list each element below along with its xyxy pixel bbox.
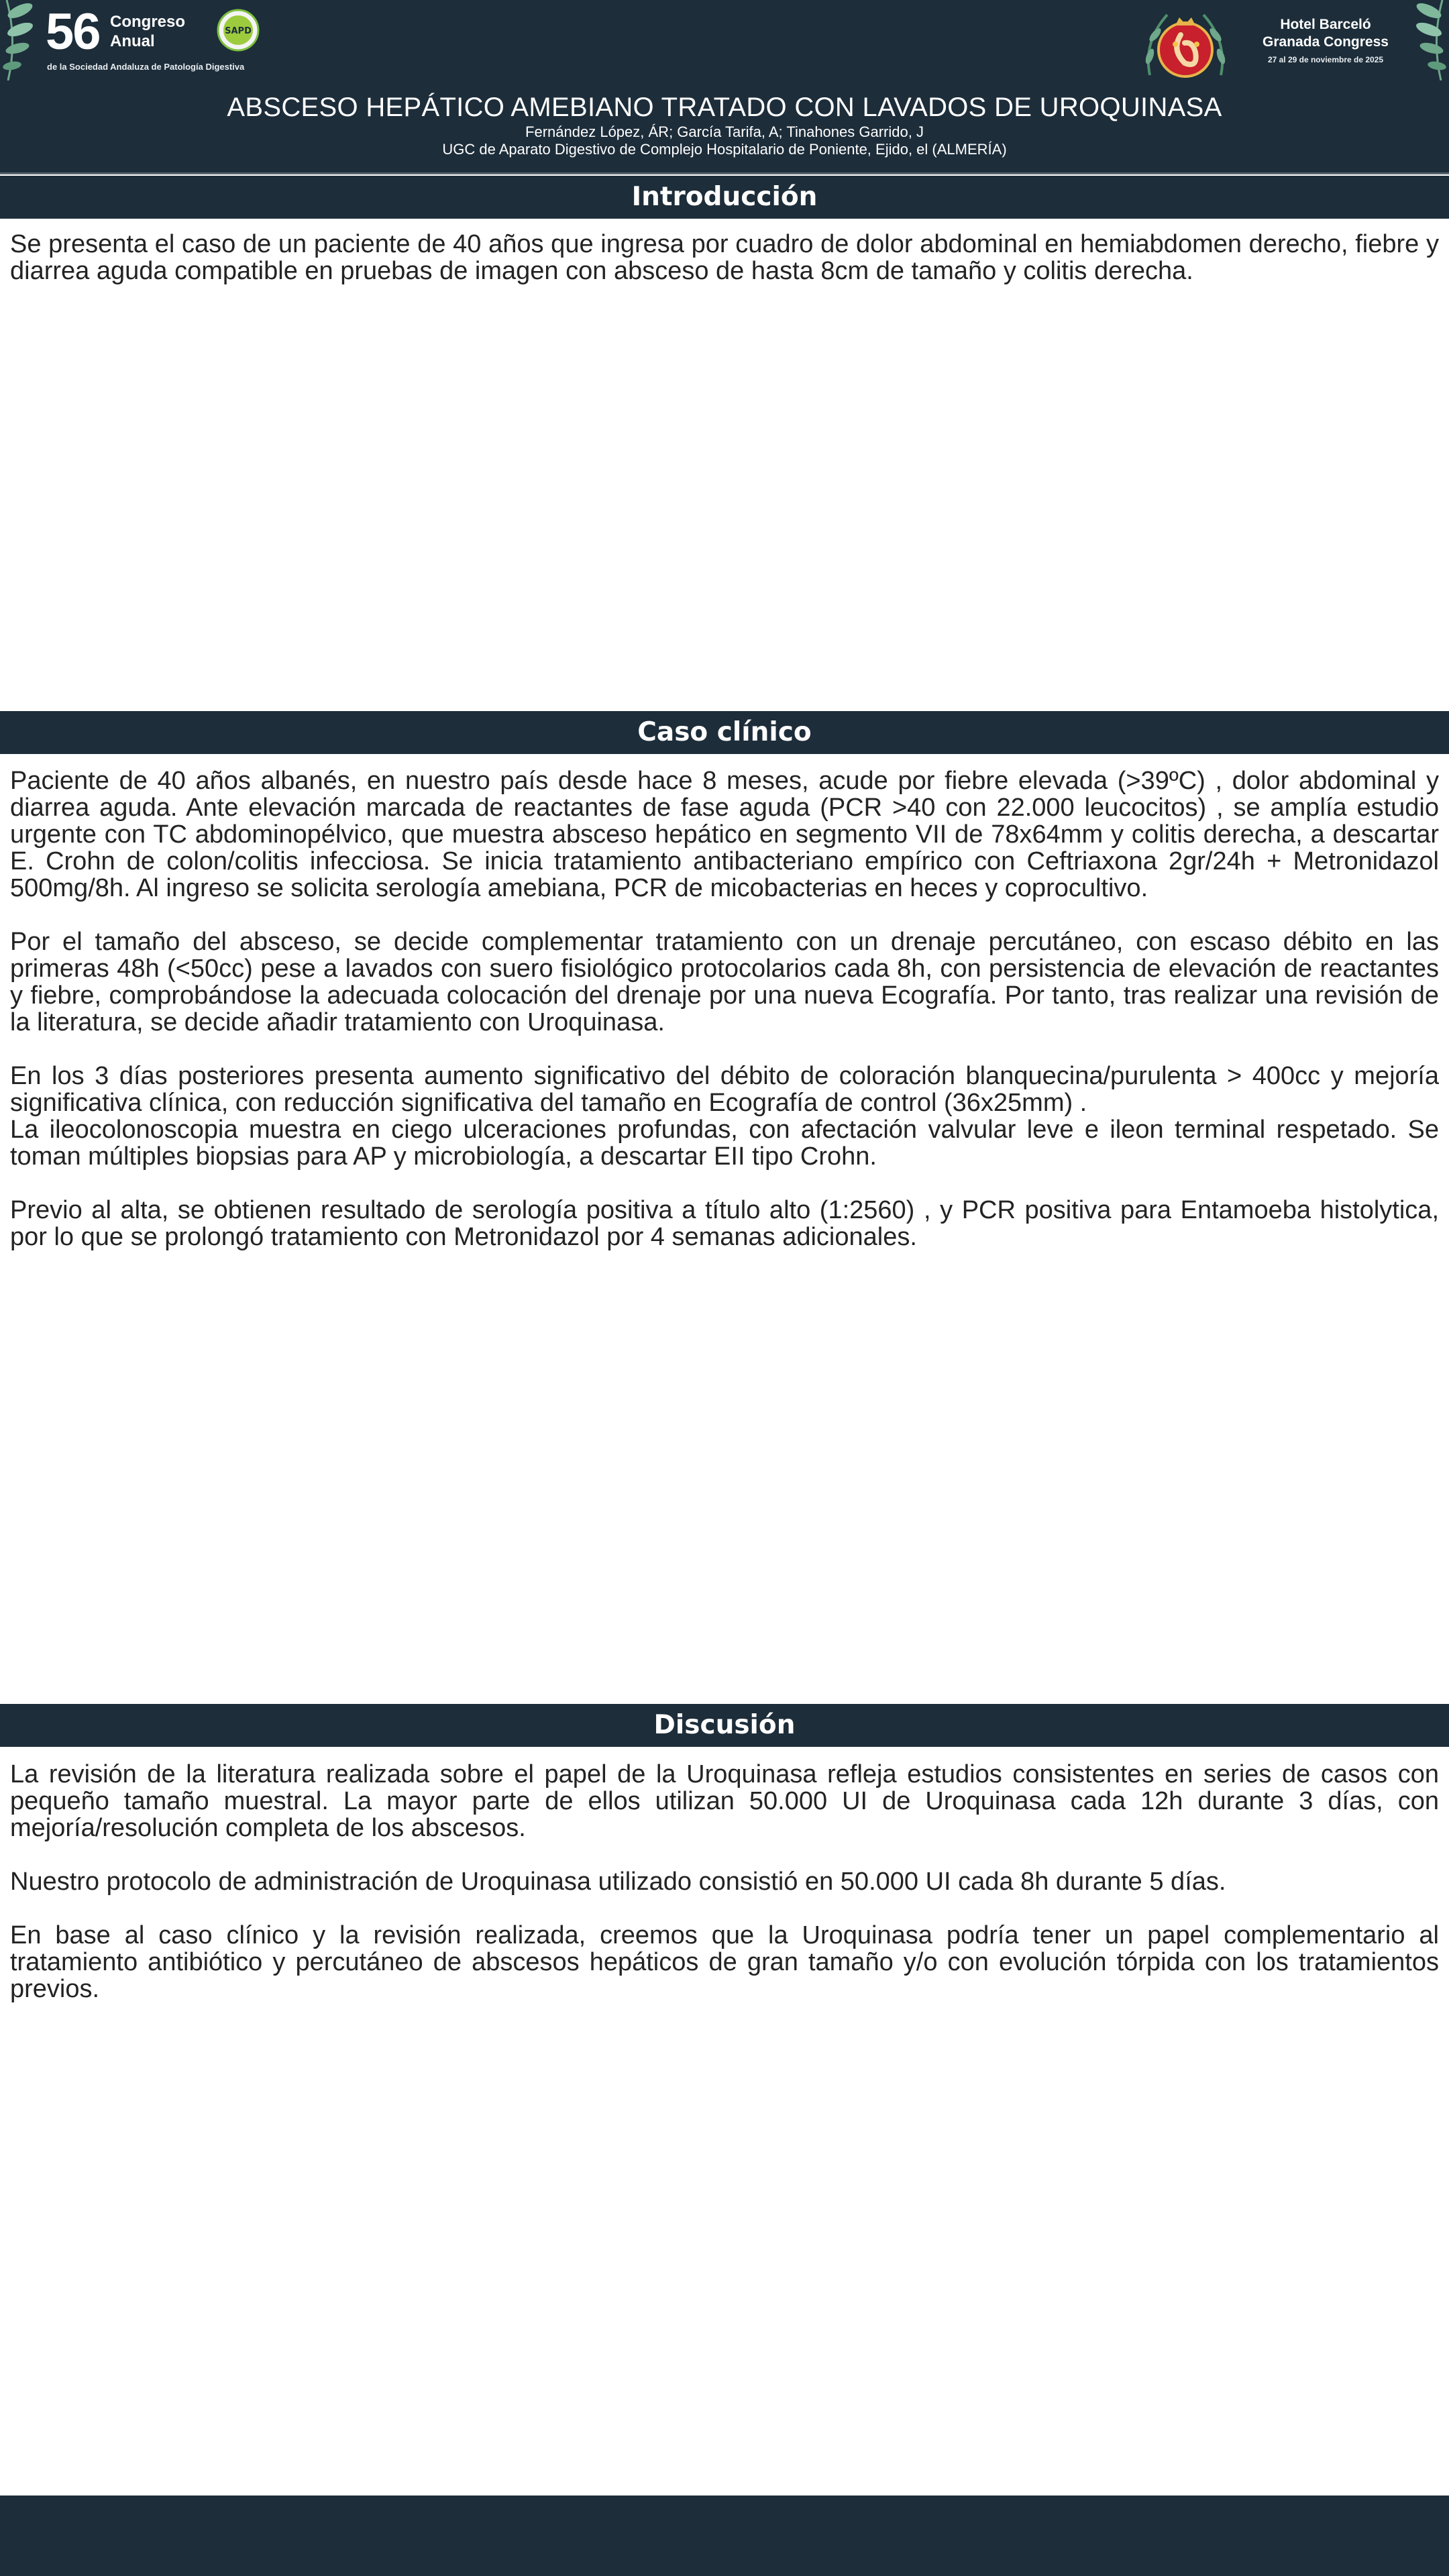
paragraph: Por el tamaño del absceso, se decide complementar tratamiento con un drenaje percutáneo, con escaso débito en las primeras 48h (<50cc) pese a lavados con suero fisiológico protocolarios cada 8h, con persistencia de elevación de reactantes y fiebre, comprobándose la adecuada colocación del drenaje por una nueva Ecografía. Por tanto, tras realizar una revisión de la literatura, se decide añadir tratamiento con Uroquinasa. (10, 928, 1439, 1036)
congress-label: Congreso Anual (110, 13, 186, 50)
poster-title: ABSCESO HEPÁTICO AMEBIANO TRATADO CON LAVADOS DE UROQUINASA (227, 93, 1222, 122)
affiliation: UGC de Aparato Digestivo de Complejo Hospitalario de Poniente, Ejido, el (ALMERÍA) (442, 141, 1007, 158)
laurel-left-icon (0, 0, 40, 80)
sapd-logo-text: SAPD (225, 26, 252, 36)
authors: Fernández López, ÁR; García Tarifa, A; Tinahones Garrido, J (525, 123, 924, 140)
paragraph: Previo al alta, se obtienen resultado de serología positiva a título alto (1:2560) , y PCR positiva para Entamoeba histolytica, por lo que se prolongó tratamiento con Metronidazol por 4 semanas adicionales. (10, 1196, 1439, 1251)
congress-number: 56 (46, 3, 100, 60)
section-heading-discusion: Discusión (0, 1704, 1449, 1747)
section-body-discusion (10, 1761, 1439, 2029)
venue-block (1241, 16, 1410, 64)
section-body-caso-clinico (10, 767, 1439, 1277)
granada-emblem-icon (1140, 1, 1230, 85)
paragraph: Nuestro protocolo de administración de Uroquinasa utilizado consistió en 50.000 UI cada 8h durante 5 días. (10, 1868, 1226, 1896)
laurel-right-icon (1409, 0, 1449, 80)
paragraph: Paciente de 40 años albanés, en nuestro país desde hace 8 meses, acude por fiebre elevada (>39ºC) , dolor abdominal y diarrea aguda. Ante elevación marcada de reactantes de fase aguda (PCR >40 con 22.000 leucocitos) , se amplía estudio urgente con TC abdominopélvico, que muestra absceso hepático en segmento VII de 78x64mm y colitis derecha, a descartar E. Crohn de colon/colitis infecciosa. Se inicia tratamiento antibacteriano empírico con Ceftriaxona 2gr/24h + Metronidazol 500mg/8h. Al ingreso se solicita serología amebiana, PCR de micobacterias en heces y coprocultivo. (10, 767, 1439, 902)
poster-footer (0, 2496, 1449, 2576)
paragraph: Se presenta el caso de un paciente de 40 años que ingresa por cuadro de dolor abdominal en hemiabdomen derecho, fiebre y diarrea aguda compatible en pruebas de imagen con absceso de hasta 8cm de tamaño y colitis derecha. (10, 230, 1439, 285)
paragraph: La revisión de la literatura realizada sobre el papel de la Uroquinasa refleja estudios consistentes en series de casos con pequeño tamaño muestral. La mayor parte de ellos utilizan 50.000 UI de Uroquinasa cada 12h durante 3 días, con mejoría/resolución completa de los abscesos. (10, 1760, 1439, 1842)
paragraph: En los 3 días posteriores presenta aumento significativo del débito de coloración blanquecina/purulenta > 400cc y mejoría significativa clínica, con reducción significativa del tamaño en Ecografía de control (36x25mm) . (10, 1062, 1439, 1117)
venue-name-line1: Hotel Barceló (1280, 17, 1371, 32)
venue-name-line2: Granada Congress (1263, 34, 1389, 50)
congress-subtitle: de la Sociedad Andaluza de Patología Digestiva (47, 62, 245, 72)
section-body-introduccion (10, 231, 1439, 311)
paragraph: La ileocolonoscopia muestra en ciego ulceraciones profundas, con afectación valvular leve e ileon terminal respetado. Se toman múltiples biopsias para AP y microbiología, a descartar EII tipo Crohn. (10, 1116, 1439, 1171)
paragraph: En base al caso clínico y la revisión realizada, creemos que la Uroquinasa podría tener un papel complementario al tratamiento antibiótico y percutáneo de abscesos hepáticos de gran tamaño y/o con evolución tórpida con los tratamientos previos. (10, 1921, 1439, 2003)
section-heading-caso-clinico: Caso clínico (0, 711, 1449, 754)
title-block (0, 91, 1449, 158)
venue-dates: 27 al 29 de noviembre de 2025 (1267, 55, 1384, 64)
section-heading-introduccion: Introducción (0, 176, 1449, 219)
poster-header (0, 0, 1449, 172)
header-divider (0, 172, 1449, 174)
sapd-logo (217, 9, 260, 52)
